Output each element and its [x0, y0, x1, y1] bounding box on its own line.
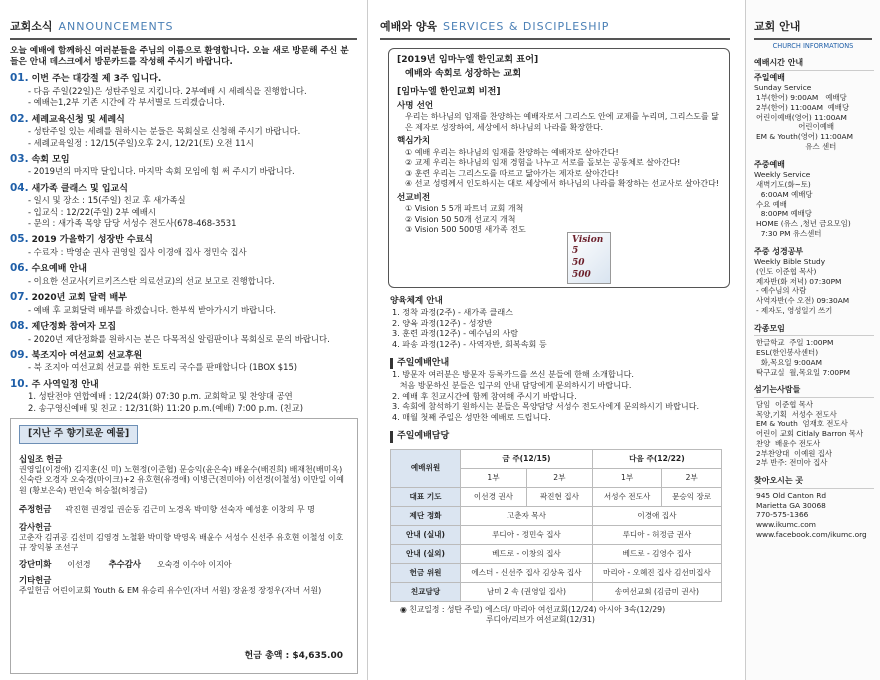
duty-block: [390, 431, 730, 443]
core-value-item: ③ 훈련 우리는 그리스도를 따르고 닮아가는 제자로 살아간다!: [405, 168, 619, 178]
announcement-title: [10, 182, 357, 196]
announcement-number: 10.: [10, 377, 29, 390]
duty-cell: 마리아 - 오혜진 집사 김선미집사: [592, 563, 721, 582]
announcement-item: [10, 320, 357, 345]
staff-title: 섬기는사람들: [754, 385, 874, 398]
study-section: [754, 247, 874, 316]
meeting-item: 화,목요일 9:00AM: [756, 357, 822, 367]
vision-badge-text: 5: [572, 246, 579, 257]
info-title: 교회 안내: [754, 20, 872, 40]
meeting-item: 한글학교 주일 1:00PM: [756, 338, 834, 348]
study-title-en: Weekly Bible Study: [754, 257, 826, 267]
training-item: 4. 파송 과정(12주) - 사역자반, 회복속회 등: [392, 338, 547, 349]
duty-cell: 베드로 - 이창의 집사: [461, 544, 593, 563]
mission-text: 우리는 하나님의 임재를 찬양하는 예배자로서 그리스도 안에 교제를 누리며, 그리스도를 닮은 제자로 성장하여, 세상에서 하나님의 나라를 확장한다.: [405, 112, 719, 132]
fellowship-schedule: [400, 605, 730, 626]
offering-group-title: 십일조 헌금: [19, 453, 63, 464]
motto-heading: [2019년 임마누엘 한인교회 표어]: [397, 53, 539, 65]
offering-groups: [19, 454, 349, 554]
duty-row-label: 대표 기도: [391, 487, 461, 506]
guide-item: 2. 예배 후 친교시간에 함께 참여해 주시기 바랍니다.: [392, 390, 577, 401]
offering-group: [19, 522, 349, 554]
announcement-title-text: 주 사역일정 안내: [31, 379, 99, 390]
info-subtitle: CHURCH INFORMATIONS: [772, 41, 854, 50]
announcement-item: [10, 153, 357, 178]
training-item: 1. 정착 과정(2주) - 새가족 클래스: [392, 306, 513, 317]
duty-row: [391, 525, 722, 544]
announcement-line: - 북 조지아 여선교회 선교를 위한 토토리 국수를 판매합니다 (1BOX $15): [28, 362, 298, 373]
duty-cell: 루디아 - 정민숙 집사: [461, 525, 593, 544]
announcement-title: [10, 349, 357, 363]
staff-item: 목양,기획 서성수 전도사: [756, 409, 837, 419]
address-line: 770-575-1366: [756, 510, 809, 520]
weekly-title: 주중예배: [754, 159, 785, 169]
mission-goals-title: 선교비전: [397, 192, 431, 203]
services-title-en: SERVICES & DISCIPLESHIP: [442, 20, 610, 33]
announcement-line: 1. 성탄전야 연합예배 : 12/24(화) 07:30 p.m. 교회학교 및 찬양대 공연: [28, 391, 293, 402]
guide-item: 3. 속회에 참석하기 원하시는 분들은 목양담당 서성수 전도사에게 문의하시기 바랍니다.: [392, 401, 700, 412]
duty-title: 주일예배담당: [390, 431, 730, 443]
vision-box: [388, 48, 730, 288]
staff-item: 담임 이준협 목사: [756, 399, 814, 409]
offering-group-text: 고춘자 김귀공 김선미 김영경 노철환 박미향 박영옥 배윤수 서성수 신선주 유호현 이철성 이호규 장익봉 조선구: [19, 532, 344, 553]
training-item: 3. 훈련 과정(12주) - 예수님의 사람: [392, 328, 519, 339]
church-info-column: [745, 0, 880, 680]
announcements-title-en: ANNOUNCEMENTS: [58, 20, 174, 33]
announcement-title-text: 2020년 교회 달력 배부: [31, 292, 127, 303]
training-list: [390, 307, 730, 350]
announcement-item: [10, 291, 357, 316]
offering-group-title: 주정헌금: [19, 504, 52, 515]
meeting-item: ESL(한인봉사센터): [756, 348, 819, 358]
duty-cell: 에스더 - 신선주 집사 김상옥 집사: [461, 563, 593, 582]
offering-inline-title: 강단미화: [19, 559, 52, 569]
weekly-service-item: 8:00PM 예배당: [756, 209, 812, 219]
offering-group-text: 곽진현 권경일 권순동 김근미 노경옥 박미향 선숙자 예성훈 이창의 무 명: [65, 505, 315, 515]
sunday-title: 주일예배: [754, 72, 785, 82]
announcement-number: 09.: [10, 348, 29, 361]
staff-list: [754, 400, 874, 468]
duty-cell: 송여선교회 (김금미 권사): [592, 582, 721, 601]
announcement-line: - 성탄주일 있는 세례를 원하시는 분들은 목회실로 신청해 주시기 바랍니다.: [28, 126, 301, 137]
announcement-line: 2. 송구영신예배 및 친교 : 12/31(화) 11:20 p.m.(예배) 7:00 p.m. (친교): [28, 402, 303, 413]
mission-goal-item: ② Vision 50 50개 선교지 개척: [405, 214, 516, 224]
duty-cell: 남미 2 속 (권영일 집사): [461, 582, 593, 601]
training-item: 2. 양육 과정(12주) - 성장반: [392, 317, 493, 328]
offering-group-title: 감사헌금: [19, 521, 52, 532]
announcement-number: 08.: [10, 319, 29, 332]
announcement-title: [10, 262, 357, 276]
guide-item: 4. 매월 첫째 주일은 성만찬 예배로 드립니다.: [392, 412, 551, 423]
core-value-item: ① 예배 우리는 하나님의 임재를 찬양하는 예배자로 살아간다!: [405, 147, 619, 157]
address-line: Marietta GA 30068: [756, 500, 826, 510]
weekly-service-item: 6:00AM 예배당: [756, 189, 813, 199]
core-value-item: ④ 선교 성령께서 인도하시는 대로 세상에서 하나님의 나라를 확장하는 선교사로 살아간다!: [405, 179, 720, 189]
announcements-header: [10, 20, 357, 40]
address-list: [754, 491, 874, 540]
duty-row-label: 헌금 위원: [391, 563, 461, 582]
guide-list: [390, 369, 730, 422]
duty-p1-a: 1부: [461, 468, 527, 487]
duty-row: [391, 506, 722, 525]
vision-badge-graphic: [567, 232, 611, 284]
staff-section: [754, 385, 874, 468]
guide-title: 주일예배안내: [390, 358, 730, 370]
announcements-title-ko: 교회소식: [10, 20, 53, 33]
address-line: www.facebook.com/ikumc.org: [756, 529, 867, 539]
etc-offering-text: 주일헌금 어린이교회 Youth & EM 유승리 유수인(자녀 서원) 장윤정 장정우(자녀 서원): [19, 585, 322, 595]
duty-p1-b: 1부: [592, 468, 662, 487]
study-title: 주중 성경공부: [754, 246, 804, 256]
announcement-line: - 2020년 제단정화를 원하시는 분은 다목적실 알림판이나 목회실로 문의 바랍니다.: [28, 333, 330, 344]
offering-inline-text: 오숙경 이수아 이지아: [156, 560, 232, 569]
address-line: 945 Old Canton Rd: [756, 490, 827, 500]
vision-heading: [임마누엘 한인교회 비전]: [397, 85, 501, 97]
announcement-item: [10, 233, 357, 258]
staff-item: 찬양 배윤수 전도사: [756, 438, 821, 448]
offerings-title: [지난 주 향기로운 예물]: [19, 425, 138, 444]
announcement-item: [10, 349, 357, 374]
announcement-title: [10, 233, 357, 247]
announcement-title: [10, 320, 357, 334]
staff-item: 어린이 교회 Citlaly Barron 목사: [756, 429, 864, 439]
duty-cell: 베드로 - 김영수 집사: [592, 544, 721, 563]
vision-badge-text: Vision: [572, 234, 604, 245]
meetings-section: [754, 324, 874, 378]
announcement-title: [10, 72, 357, 86]
announcement-line: - 문의 : 새가족 목양 담당 서성수 전도사(678-468-3531: [28, 217, 237, 228]
duty-row-label: 안내 (실내): [391, 525, 461, 544]
duty-p2-b: 2부: [662, 468, 722, 487]
offering-inline-item: [19, 559, 91, 571]
bible-study-item: - 예수님의 사람: [756, 286, 807, 296]
duty-row: [391, 544, 722, 563]
duty-cell: 곽진현 집사: [526, 487, 592, 506]
core-values-list: [397, 148, 721, 190]
mission-goal-item: ③ Vision 500 500명 새가족 전도: [405, 225, 526, 235]
announcement-line: - 이요한 선교사(키르키즈스탄 의료선교)의 선교 보고로 진행합니다.: [28, 275, 275, 286]
announcement-title-text: 세례교육신청 및 세례식: [31, 114, 125, 125]
sunday-service-item: 어린이예배(영어) 11:00AM: [756, 112, 847, 122]
announcement-line: - 예배는1,2부 기존 시간에 각 부서별로 드리겠습니다.: [28, 97, 225, 108]
duty-row-label: 제단 정화: [391, 506, 461, 525]
announcement-number: 02.: [10, 112, 29, 125]
announcement-title-text: 이번 주는 대강절 제 3주 입니다.: [31, 74, 162, 85]
announcement-item: [10, 113, 357, 149]
welcome-intro: 오늘 예배에 함께하신 여러분들을 주님의 이름으로 환영합니다. 오늘 새로 방문해 주신 분들은 안내 데스크에서 방문카드를 작성해 주시기 바랍니다.: [10, 45, 349, 67]
duty-cell: 서성수 전도사: [592, 487, 662, 506]
training-title: 양육체계 안내: [390, 295, 443, 306]
training-block: [390, 296, 730, 350]
duty-row: [391, 563, 722, 582]
study-list: [754, 267, 874, 316]
worship-times-section: [754, 58, 874, 151]
duty-cell: 루디아 - 허정금 권사: [592, 525, 721, 544]
duty-header-row: [391, 449, 722, 468]
announcement-line: - 입교식 : 12/22(주일) 2부 예배시: [28, 206, 156, 217]
announcement-item: [10, 378, 357, 414]
duty-next-week: 다음 주(12/22): [592, 449, 721, 468]
fellowship-line-2: 루디아/리브가 여선교회(12/31): [486, 614, 595, 624]
weekly-section: [754, 160, 874, 239]
duty-row: [391, 582, 722, 601]
offering-group: [19, 504, 349, 516]
sunday-title-en: Sunday Service: [754, 83, 812, 93]
announcement-line: - 일시 및 장소 : 15(주일) 친교 후 새가족실: [28, 195, 186, 206]
duty-this-week: 금 주(12/15): [461, 449, 593, 468]
announcement-title-text: 속회 모임: [31, 154, 70, 165]
meetings-list: [754, 338, 874, 377]
directions-section: [754, 476, 874, 539]
offering-inline-row: [19, 559, 349, 571]
staff-item: EM & Youth 엄재호 전도사: [756, 419, 848, 429]
duty-row-label: 친교담당: [391, 582, 461, 601]
meeting-item: 탁구교실 월,목요일 7:00PM: [756, 367, 850, 377]
announcement-title-text: 제단정화 참여자 모집: [31, 321, 117, 332]
sunday-service-item: 어린이예배: [756, 122, 834, 132]
weekly-title-en: Weekly Service: [754, 170, 811, 180]
announcement-title-text: 새가족 클래스 및 입교식: [31, 183, 128, 194]
sunday-service-item: EM & Youth(영어) 11:00AM: [756, 132, 853, 142]
announcement-line: - 다음 주일(22일)은 성탄주일로 지킵니다. 2부예배 시 세례식을 진행합니다.: [28, 86, 307, 97]
duty-cell: 고춘자 목사: [461, 506, 593, 525]
vision-badge-text: 500: [572, 270, 591, 281]
announcements-column: [0, 0, 368, 680]
announcement-title-text: 북조지아 여선교회 선교후원: [31, 350, 143, 361]
sunday-service-item: 1부(한어) 9:00AM 예배당: [756, 93, 847, 103]
announcement-line: - 수료자 : 박영순 권사 권영일 집사 이경애 집사 정민숙 집사: [28, 246, 247, 257]
offering-inline-item: [109, 559, 232, 571]
sunday-service-item: 유스 센터: [756, 141, 837, 151]
announcement-item: [10, 72, 357, 108]
services-title-ko: 예배와 양육: [380, 20, 437, 33]
offering-group-text: 권영일(이경애) 김지훈(신 미) 노현정(이준협) 문승익(윤은숙) 배윤수(배진희) 배재천(배미옥) 신숙란 오경자 오숙경(마이크)+2 유호현(유경애) 이병근(전미아) 이선경(이철성) 이만일 이예원 (황보은숙) 편인숙 허승철(허정금): [19, 464, 345, 495]
guide-item: 1. 방문자 여러분은 방문자 등록카드를 쓰신 분들에 한해 소개합니다.: [392, 369, 634, 380]
mission-goals-list: [397, 204, 721, 236]
weekly-service-item: 새벽기도(화~토): [756, 179, 811, 189]
weekly-service-item: 수요 예배: [756, 199, 787, 209]
announcement-line: - 2019년의 마지막 달입니다. 마지막 속회 모임에 힘 써 주시기 바랍니다.: [28, 166, 295, 177]
motto-text: 예배와 속회로 성장하는 교회: [405, 67, 522, 79]
directions-title: 찾아오시는 곳: [754, 476, 874, 489]
offering-inline-title: 추수감사: [108, 559, 141, 569]
duty-cell: 이선경 권사: [461, 487, 527, 506]
mission-goal-item: ① Vision 5 5개 파트너 교회 개척: [405, 204, 524, 214]
duty-table: [390, 449, 722, 602]
offering-group: [19, 454, 349, 497]
announcement-line: - 예배 후 교회달력 배부를 하겠습니다. 한부씩 받아가시기 바랍니다.: [28, 304, 277, 315]
weekly-service-item: HOME (유스 ,청년 금요모임): [756, 219, 851, 229]
announcement-line: - 세례교육일정 : 12/15(주일)오후 2시, 12/21(토) 오전 11시: [28, 137, 254, 148]
fellowship-line-1: ◉ 친교일정 : 성탄 주일) 에스더/ 마리아 여선교회(12/24) 아시아 3속(12/29): [400, 604, 666, 614]
sunday-list: [754, 93, 874, 152]
bible-study-item: 제자반(화 저녁) 07:30PM: [756, 276, 842, 286]
announcement-number: 04.: [10, 181, 29, 194]
announcement-item: [10, 262, 357, 287]
services-column: [370, 0, 740, 680]
address-line: www.ikumc.com: [756, 520, 816, 530]
weekly-service-item: 7:30 PM 유스센터: [756, 228, 822, 238]
worship-times-title: 예배시간 안내: [754, 58, 874, 71]
etc-offering-title: 기타헌금: [19, 574, 52, 585]
offerings-box: [10, 418, 358, 674]
announcement-title: [10, 378, 357, 392]
staff-item: 2부 반주: 전미아 집사: [756, 458, 828, 468]
announcement-list: [10, 72, 357, 413]
announcement-title: [10, 291, 357, 305]
announcement-number: 05.: [10, 232, 29, 245]
guide-block: [390, 358, 730, 423]
announcement-title-text: 수요예배 안내: [31, 263, 87, 274]
mission-title: 사명 선언: [397, 100, 434, 111]
services-header: [380, 20, 730, 40]
duty-p2-a: 2부: [526, 468, 592, 487]
meetings-title: 각종모임: [754, 324, 874, 337]
duty-cell: 문승익 장로: [662, 487, 722, 506]
vision-badge-text: 50: [572, 258, 585, 269]
sunday-service-item: 2부(한어) 11:00AM 예배당: [756, 102, 850, 112]
announcement-title-text: 2019 가을학기 성장반 수료식: [31, 234, 153, 245]
announcement-number: 03.: [10, 152, 29, 165]
core-values-title: 핵심가치: [397, 136, 431, 147]
guide-item: 처음 방문하신 분들은 입구의 안내 담당에게 문의하시기 바랍니다.: [392, 380, 632, 391]
weekly-list: [754, 180, 874, 239]
bible-study-item: (인도 이준협 목사): [756, 266, 817, 276]
offering-total: 헌금 총액 : $4,635.00: [244, 651, 343, 662]
duty-col-label: 예배위원: [391, 449, 461, 487]
offering-inline-text: 이선경: [67, 560, 91, 569]
core-value-item: ② 교제 우리는 하나님의 임재 경험을 나누고 서로를 돌보는 공동체로 살아간다!: [405, 158, 681, 168]
announcement-number: 01.: [10, 72, 29, 85]
staff-item: 2부찬양대 이예원 집사: [756, 448, 833, 458]
bible-study-item: 사역자반(수 오전) 09:30AM: [756, 296, 850, 306]
announcement-title: [10, 113, 357, 127]
announcement-number: 07.: [10, 290, 29, 303]
duty-row-label: 안내 (실외): [391, 544, 461, 563]
announcement-item: [10, 182, 357, 229]
duty-cell: 이경애 집사: [592, 506, 721, 525]
bible-study-item: - 제자도, 영성일기 쓰기: [756, 305, 833, 315]
announcement-number: 06.: [10, 261, 29, 274]
duty-row: [391, 487, 722, 506]
announcement-title: [10, 153, 357, 167]
